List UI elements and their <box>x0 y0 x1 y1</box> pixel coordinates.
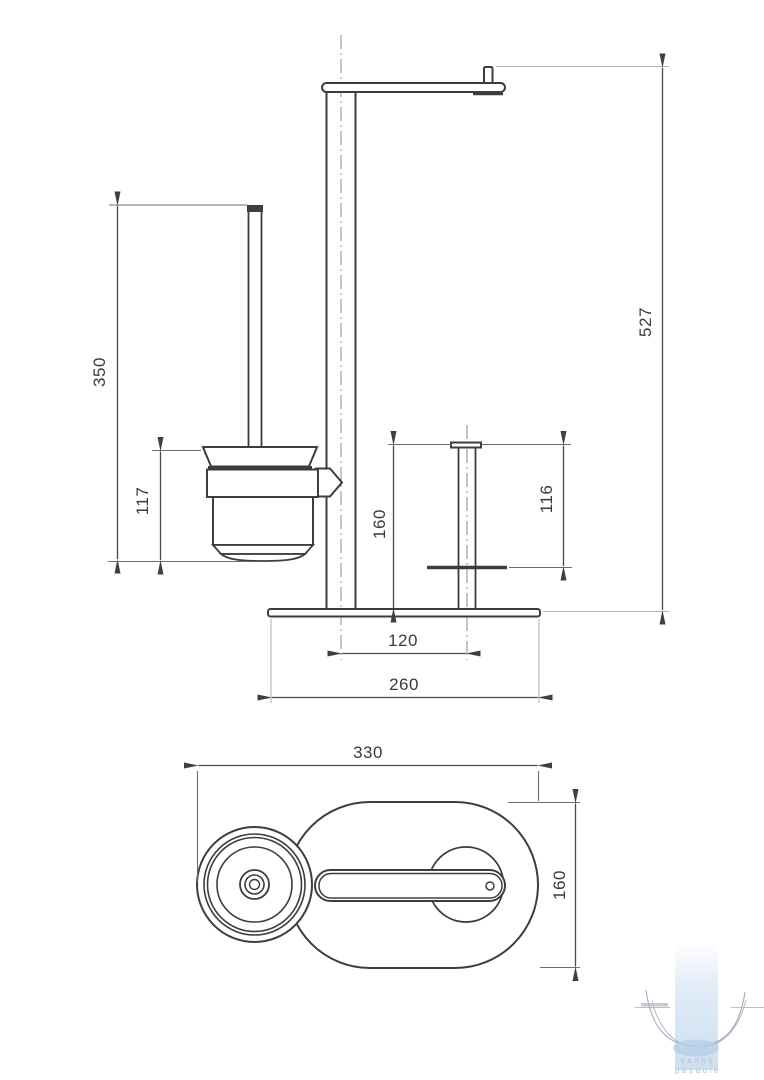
brush-handle-cap <box>247 205 263 212</box>
dim-label-120: 120 <box>388 631 418 650</box>
dim-label-350: 350 <box>90 357 109 387</box>
front-view <box>90 35 669 703</box>
dim-roll-section-height <box>482 445 572 568</box>
top-view <box>197 743 580 968</box>
toilet-brush <box>203 205 342 561</box>
cup-body <box>213 497 313 545</box>
dim-label-160-top: 160 <box>550 870 569 900</box>
watermark-text-line1: vannu <box>680 1056 716 1065</box>
watermark-text-line2: pasaule <box>674 1066 722 1075</box>
front-dimensions <box>90 67 669 704</box>
cup-holder-band <box>207 470 318 498</box>
cup-bracket <box>316 469 342 497</box>
cup-bottom <box>221 554 305 561</box>
dim-label-260: 260 <box>389 675 419 694</box>
dim-label-330: 330 <box>353 743 383 762</box>
paper-holder-arm-top <box>315 870 505 901</box>
dim-paper-holder-height <box>370 445 452 609</box>
stand-post <box>322 67 505 610</box>
dim-label-160: 160 <box>370 509 389 539</box>
watermark-dash <box>641 1003 668 1007</box>
cup-taper <box>213 545 313 554</box>
cup-rim <box>203 447 317 467</box>
hanger-pin <box>484 67 493 83</box>
dim-total-height <box>496 67 669 612</box>
paper-holder-arm <box>322 83 505 92</box>
hanger-pin-top <box>486 882 494 890</box>
watermark-bowl <box>673 1040 719 1057</box>
rod-top-cap <box>451 443 481 448</box>
watermark-logo <box>635 945 764 1075</box>
dim-center-spacing <box>342 631 466 654</box>
dim-label-116: 116 <box>537 484 556 514</box>
brush-holder-top <box>197 827 312 942</box>
base-plate <box>268 609 540 617</box>
dim-label-117: 117 <box>133 486 152 516</box>
dim-label-527: 527 <box>636 307 655 337</box>
